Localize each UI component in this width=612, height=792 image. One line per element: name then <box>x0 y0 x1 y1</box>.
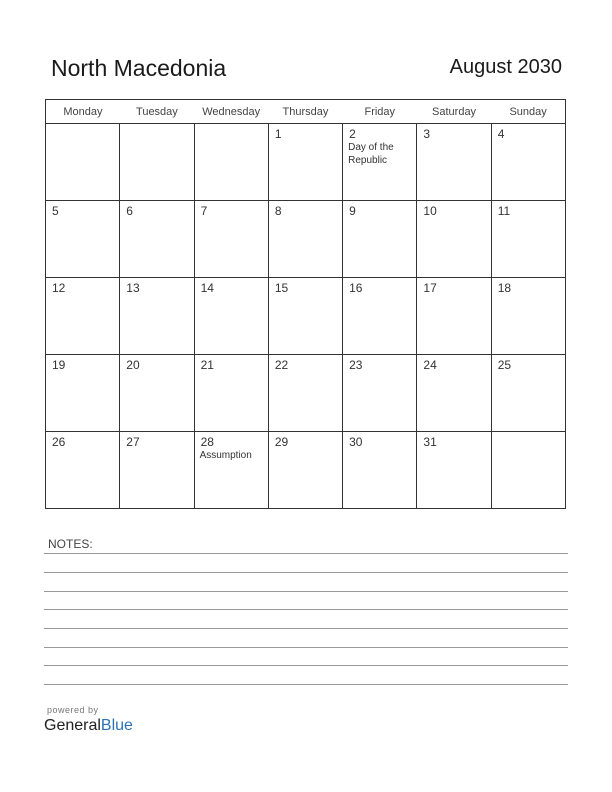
day-cell[interactable] <box>417 432 491 509</box>
note-line <box>44 553 568 554</box>
note-line <box>44 647 568 648</box>
week-row <box>46 432 566 509</box>
day-number: 4 <box>497 127 505 141</box>
day-number: 16 <box>349 281 363 295</box>
day-number: 13 <box>126 281 140 295</box>
day-number: 7 <box>200 204 208 218</box>
brand-logo[interactable] <box>44 717 133 735</box>
day-cell[interactable] <box>46 124 120 201</box>
day-cell[interactable] <box>268 201 342 278</box>
weekday-wednesday: Wednesday <box>194 100 268 124</box>
day-number: 11 <box>497 204 511 218</box>
day-cell[interactable] <box>46 432 120 509</box>
weekday-header-row <box>46 100 566 124</box>
day-number: 2 <box>349 127 356 141</box>
day-number: 26 <box>52 435 66 449</box>
day-cell[interactable] <box>120 432 194 509</box>
weekday-monday: Monday <box>46 100 120 124</box>
calendar-grid <box>45 99 566 509</box>
note-line <box>44 684 568 685</box>
note-line <box>44 628 568 629</box>
powered-by-text: powered by <box>47 705 99 715</box>
week-row <box>46 355 566 432</box>
weekday-tuesday: Tuesday <box>120 100 194 124</box>
day-cell[interactable] <box>417 278 491 355</box>
day-cell[interactable] <box>343 278 417 355</box>
calendar-body <box>46 124 566 509</box>
day-cell[interactable] <box>194 124 268 201</box>
note-line <box>44 609 568 610</box>
day-cell[interactable] <box>46 355 120 432</box>
day-cell[interactable] <box>343 124 417 201</box>
day-cell[interactable] <box>194 201 268 278</box>
weekday-thursday: Thursday <box>268 100 342 124</box>
weekday-saturday: Saturday <box>417 100 491 124</box>
day-number: 3 <box>423 127 431 141</box>
day-number: 28 <box>200 435 214 449</box>
day-number: 29 <box>274 435 289 449</box>
day-number: 31 <box>423 435 437 449</box>
day-number: 27 <box>126 435 140 449</box>
day-cell[interactable] <box>417 355 491 432</box>
day-number: 5 <box>52 204 59 218</box>
day-cell[interactable] <box>343 355 417 432</box>
week-row <box>46 201 566 278</box>
day-number: 15 <box>274 281 289 295</box>
note-line <box>44 591 568 592</box>
day-cell[interactable] <box>120 124 194 201</box>
day-cell[interactable] <box>491 124 565 201</box>
day-number: 21 <box>200 358 214 372</box>
day-cell[interactable] <box>120 278 194 355</box>
day-cell[interactable] <box>491 278 565 355</box>
day-cell[interactable] <box>268 432 342 509</box>
day-cell[interactable] <box>268 278 342 355</box>
day-cell[interactable] <box>343 432 417 509</box>
day-cell[interactable] <box>120 355 194 432</box>
day-number: 18 <box>497 281 512 295</box>
day-cell[interactable] <box>491 201 565 278</box>
day-cell[interactable] <box>194 278 268 355</box>
day-cell[interactable] <box>46 278 120 355</box>
day-number: 1 <box>274 127 282 141</box>
brand-blue: Blue <box>100 717 133 734</box>
day-number: 17 <box>423 281 437 295</box>
day-cell[interactable] <box>417 124 491 201</box>
month-year-title: August 2030 <box>449 56 562 78</box>
day-cell[interactable] <box>194 432 268 509</box>
day-number: 19 <box>52 358 66 372</box>
brand-general: General <box>44 717 101 734</box>
day-number: 9 <box>349 204 356 218</box>
day-cell[interactable] <box>268 124 342 201</box>
holiday-label: Assumption <box>199 450 252 461</box>
day-number: 8 <box>274 204 282 218</box>
weekday-sunday: Sunday <box>491 100 565 124</box>
note-line <box>44 665 568 666</box>
day-cell[interactable] <box>343 201 417 278</box>
day-cell[interactable] <box>491 432 565 509</box>
day-cell[interactable] <box>268 355 342 432</box>
weekday-friday: Friday <box>343 100 417 124</box>
day-number: 23 <box>349 358 363 372</box>
day-number: 10 <box>423 204 437 218</box>
day-number: 22 <box>274 358 289 372</box>
day-cell[interactable] <box>120 201 194 278</box>
holiday-label: Day of the Republic <box>348 142 394 166</box>
day-number: 14 <box>200 281 214 295</box>
day-cell[interactable] <box>417 201 491 278</box>
notes-label: NOTES: <box>48 537 93 551</box>
day-number: 24 <box>423 358 437 372</box>
note-line <box>44 572 568 573</box>
day-number: 6 <box>126 204 133 218</box>
day-cell[interactable] <box>46 201 120 278</box>
day-cell[interactable] <box>491 355 565 432</box>
country-title: North Macedonia <box>51 55 227 81</box>
day-number: 20 <box>126 358 140 372</box>
day-number: 30 <box>349 435 363 449</box>
day-number: 12 <box>52 281 66 295</box>
day-cell[interactable] <box>194 355 268 432</box>
week-row <box>46 124 566 201</box>
week-row <box>46 278 566 355</box>
day-number: 25 <box>497 358 512 372</box>
